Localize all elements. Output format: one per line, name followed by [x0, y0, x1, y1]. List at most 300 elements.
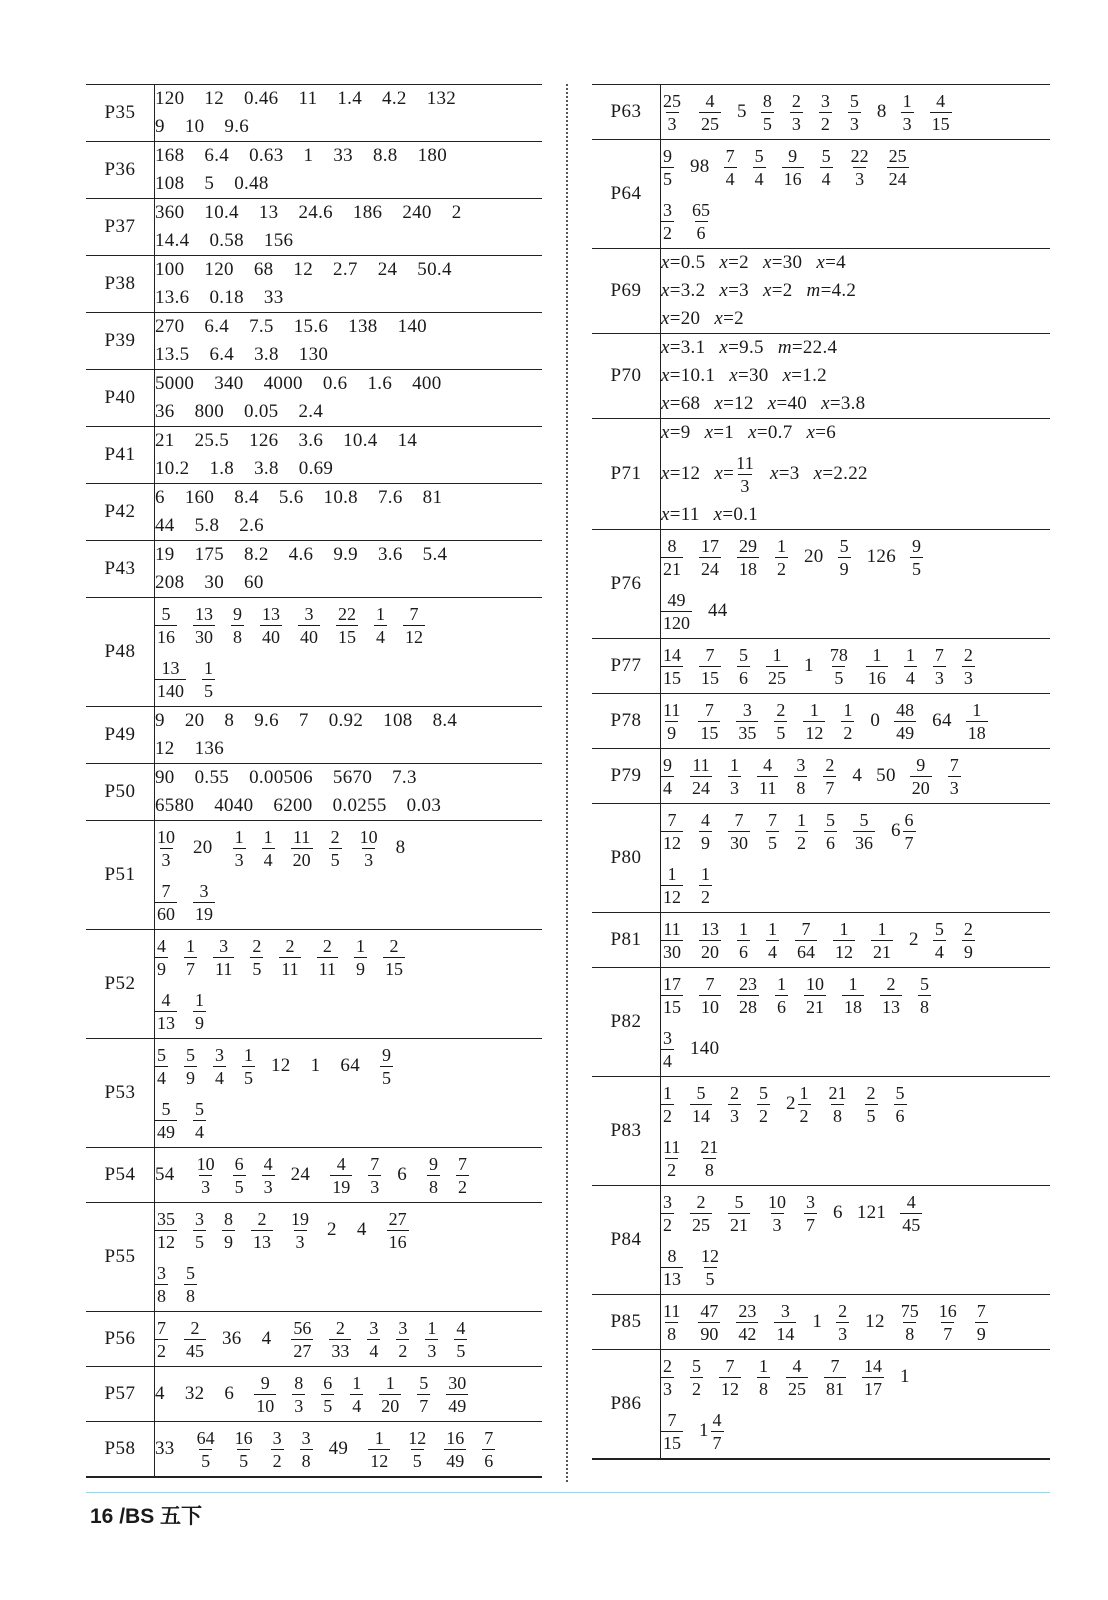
denominator: 9 [356, 958, 366, 979]
answer-value: 13.5 [155, 344, 190, 365]
numerator: 1 [385, 1372, 395, 1393]
column-divider [566, 84, 568, 1482]
numerator: 7 [667, 1409, 677, 1430]
denominator: 49 [896, 722, 915, 743]
denominator: 15 [385, 958, 404, 979]
numerator: 3 [215, 1044, 224, 1065]
answer-line [155, 398, 542, 426]
answer-line [661, 305, 1050, 333]
denominator: 8 [157, 1285, 166, 1306]
answer-value: 54 [155, 1164, 175, 1185]
numerator: 35 [157, 1208, 175, 1229]
answer-cell [661, 749, 1051, 804]
answer-row [86, 1203, 542, 1312]
numerator: 11 [292, 826, 311, 847]
variable: x [762, 252, 772, 273]
fraction [823, 754, 836, 799]
fraction [661, 145, 674, 190]
fraction [250, 935, 263, 980]
numerator: 7 [161, 880, 171, 901]
fraction [719, 1355, 741, 1400]
numerator: 4 [336, 1153, 346, 1174]
denominator: 5 [866, 1105, 876, 1126]
numerator: 1 [263, 826, 273, 847]
denominator: 15 [663, 1432, 681, 1453]
page-number: P71 [592, 419, 661, 530]
answer-value: 64 [340, 1055, 361, 1076]
fraction [155, 935, 168, 980]
denominator: 11 [318, 958, 337, 979]
page-number: P43 [86, 541, 155, 598]
answer-row [86, 707, 542, 764]
variable: x [719, 337, 729, 358]
numerator: 6 [234, 1153, 244, 1174]
denominator: 4 [725, 168, 735, 189]
answer-line [155, 1312, 542, 1366]
answer-value: 108 [155, 173, 185, 194]
page-number: P84 [592, 1186, 661, 1295]
equation-answer [763, 280, 793, 302]
answer-line [155, 792, 542, 820]
equation-answer [714, 393, 753, 415]
answer-line [155, 569, 542, 597]
fraction [795, 918, 817, 963]
denominator: 24 [888, 168, 907, 189]
answer-cell [661, 639, 1051, 694]
denominator: 3 [370, 1176, 380, 1197]
numerator: 3 [663, 1027, 672, 1048]
numerator: 13 [161, 657, 180, 678]
fraction [842, 973, 864, 1018]
fraction [358, 826, 380, 871]
equation-value: =10.1 [669, 365, 716, 386]
denominator: 3 [902, 113, 912, 134]
answer-row [592, 249, 1050, 334]
fraction [661, 1355, 674, 1400]
answer-value: 3.6 [377, 544, 403, 565]
denominator: 14 [776, 1323, 795, 1344]
fraction [804, 1191, 817, 1236]
answer-cell [155, 427, 543, 484]
answer-value: 121 [856, 1202, 887, 1223]
page-number: P64 [592, 140, 661, 249]
equation-value: =4.2 [820, 280, 857, 301]
denominator: 5 [382, 1067, 392, 1088]
answer-cell [155, 930, 543, 1039]
fraction [894, 1082, 907, 1127]
answer-cell [155, 1312, 543, 1367]
denominator: 9 [157, 958, 166, 979]
answer-value: 30 [204, 572, 225, 593]
numerator: 9 [788, 145, 798, 166]
answer-row [86, 85, 542, 142]
numerator: 9 [916, 754, 926, 775]
numerator: 1 [843, 699, 853, 720]
numerator: 1 [667, 863, 677, 884]
fraction [862, 1355, 884, 1400]
fraction [155, 989, 177, 1034]
fraction [899, 1300, 921, 1345]
denominator: 5 [244, 1067, 253, 1088]
answer-cell [155, 1203, 543, 1312]
fraction [962, 918, 975, 963]
answer-line [155, 707, 542, 735]
answer-line [661, 1240, 1050, 1294]
fraction [966, 699, 988, 744]
numerator: 8 [762, 90, 772, 111]
page-number: P69 [592, 249, 661, 334]
denominator: 14 [692, 1105, 710, 1126]
fraction [833, 918, 855, 963]
fraction [292, 1372, 305, 1417]
denominator: 25 [788, 1378, 806, 1399]
numerator: 9 [382, 1044, 392, 1065]
left-answer-column [86, 84, 542, 1478]
fraction [456, 1153, 469, 1198]
answer-value: 4 [155, 1383, 165, 1404]
fraction [690, 199, 712, 244]
whole-part: 1 [699, 1420, 709, 1441]
fraction [853, 809, 875, 854]
answer-value: 8.4 [234, 487, 259, 508]
numerator: 3 [195, 1208, 204, 1229]
numerator: 7 [370, 1153, 380, 1174]
numerator: 1 [730, 754, 739, 775]
equation-value: =4 [825, 252, 846, 273]
page-number: P51 [86, 821, 155, 930]
answer-row [592, 334, 1050, 419]
answer-line [661, 277, 1050, 305]
numerator: 5 [419, 1372, 429, 1393]
numerator: 21 [828, 1082, 847, 1103]
answer-value: 120 [155, 88, 185, 109]
denominator: 12 [405, 626, 423, 647]
variable: x [770, 463, 779, 484]
fraction [242, 1044, 255, 1089]
answer-value: 126 [249, 430, 279, 451]
answer-row [592, 968, 1050, 1077]
answer-line [155, 85, 542, 113]
numerator: 9 [429, 1153, 439, 1174]
answer-value: 36 [222, 1328, 242, 1349]
denominator: 3 [201, 1176, 211, 1197]
denominator: 2 [692, 1378, 701, 1399]
denominator: 3 [294, 1395, 304, 1416]
denominator: 4 [263, 849, 273, 870]
denominator: 7 [186, 958, 195, 979]
answer-value: 64 [932, 710, 952, 731]
denominator: 20 [292, 849, 311, 870]
answer-cell [661, 1295, 1051, 1350]
answer-value: 6 [397, 1164, 408, 1185]
fraction [368, 1427, 390, 1472]
fraction [184, 1317, 206, 1362]
answer-value: 2 [327, 1219, 337, 1240]
numerator: 5 [186, 1044, 195, 1065]
answer-value: 0.55 [194, 767, 230, 788]
answer-value: 12 [204, 88, 225, 109]
fraction [374, 603, 387, 648]
answer-line [661, 584, 1050, 638]
numerator: 1 [797, 809, 806, 830]
denominator: 5 [195, 1231, 204, 1252]
numerator: 1 [905, 644, 915, 665]
fraction [841, 699, 854, 744]
fraction [699, 1245, 721, 1290]
denominator: 40 [262, 626, 280, 647]
fraction [254, 1372, 276, 1417]
numerator: 7 [830, 1355, 840, 1376]
denominator: 17 [864, 1378, 882, 1399]
numerator: 4 [157, 935, 166, 956]
answer-value: 20 [804, 546, 824, 567]
numerator: 11 [692, 754, 710, 775]
equation-answer [770, 463, 800, 485]
answer-value: 90 [155, 767, 175, 788]
fraction [482, 1427, 495, 1472]
answer-row [86, 1148, 542, 1203]
fraction [202, 657, 215, 702]
answer-cell [155, 1422, 543, 1478]
numerator: 14 [663, 644, 681, 665]
denominator: 9 [701, 832, 710, 853]
answer-value: 15.6 [293, 316, 329, 337]
answer-cell [155, 598, 543, 707]
equation-value: =9.5 [728, 337, 764, 358]
equation-answer [807, 280, 857, 302]
answer-value: 1 [900, 1366, 910, 1387]
denominator: 5 [776, 722, 786, 743]
equation-value: =2 [771, 280, 793, 301]
denominator: 4 [157, 1067, 166, 1088]
variable: m [777, 337, 792, 358]
fraction [734, 452, 756, 497]
answer-value: 360 [155, 202, 185, 223]
page-number: P35 [86, 85, 155, 142]
equation-answer [661, 365, 715, 387]
fraction [698, 1136, 720, 1181]
numerator: 4 [701, 809, 710, 830]
equation-answer [661, 280, 705, 302]
numerator: 1 [356, 935, 366, 956]
numerator: 49 [667, 589, 686, 610]
numerator: 1 [374, 1427, 384, 1448]
numerator: 48 [896, 699, 915, 720]
numerator: 5 [692, 1355, 701, 1376]
numerator: 27 [388, 1208, 407, 1229]
equation-answer [729, 365, 768, 387]
answer-value: 8 [876, 101, 887, 122]
answer-cell [155, 256, 543, 313]
numerator: 10 [157, 826, 175, 847]
equation-value: =2 [723, 308, 744, 329]
fraction [251, 1208, 273, 1253]
denominator: 13 [882, 996, 900, 1017]
denominator: 90 [700, 1323, 719, 1344]
answer-row [86, 930, 542, 1039]
answer-value: 4.6 [288, 544, 314, 565]
denominator: 4 [934, 941, 944, 962]
page-number: P41 [86, 427, 155, 484]
denominator: 21 [806, 996, 824, 1017]
answer-line [155, 821, 542, 875]
fraction [155, 657, 186, 702]
answer-value: 13 [258, 202, 279, 223]
answer-cell [661, 694, 1051, 749]
fraction [690, 1355, 703, 1400]
denominator: 2 [458, 1176, 468, 1197]
answer-value: 5.4 [422, 544, 448, 565]
numerator: 2 [730, 1082, 739, 1103]
fraction [368, 1153, 381, 1198]
denominator: 21 [663, 558, 681, 579]
numerator: 2 [252, 935, 262, 956]
answer-row [86, 541, 542, 598]
answer-line [661, 1077, 1050, 1131]
fraction [661, 754, 674, 799]
equation-answer [661, 252, 705, 274]
fraction [291, 1317, 313, 1362]
answer-value: 1 [303, 145, 314, 166]
fraction [774, 699, 787, 744]
fraction [794, 754, 807, 799]
answer-value: 8.4 [432, 710, 458, 731]
denominator: 6 [826, 832, 835, 853]
answer-value: 33 [155, 1438, 175, 1459]
denominator: 2 [667, 1159, 677, 1180]
answer-line [155, 1203, 542, 1257]
numerator: 13 [701, 918, 719, 939]
answer-cell [155, 313, 543, 370]
answer-value: 50 [876, 765, 896, 786]
numerator: 10 [359, 826, 378, 847]
answer-value: 0.92 [328, 710, 364, 731]
numerator: 5 [734, 1191, 744, 1212]
denominator: 35 [738, 722, 757, 743]
numerator: 7 [734, 809, 744, 830]
fraction [155, 603, 177, 648]
fraction [698, 1300, 720, 1345]
numerator: 7 [949, 754, 959, 775]
numerator: 11 [736, 452, 755, 473]
denominator: 15 [700, 722, 719, 743]
numerator: 78 [829, 644, 848, 665]
numerator: 14 [864, 1355, 882, 1376]
answer-row [592, 639, 1050, 694]
fraction [737, 973, 759, 1018]
denominator: 5 [323, 1395, 333, 1416]
denominator: 5 [705, 1268, 715, 1289]
denominator: 5 [663, 168, 672, 189]
denominator: 2 [820, 113, 830, 134]
answer-line [155, 1257, 542, 1311]
answer-line [661, 249, 1050, 277]
fraction [289, 1208, 311, 1253]
page-footer: 16 /BS 五下 [90, 1505, 203, 1528]
numerator: 5 [821, 145, 831, 166]
equation-value: =30 [737, 365, 769, 386]
equation-answer [783, 365, 827, 387]
fraction [262, 826, 275, 871]
equation-value: =1 [713, 422, 735, 443]
numerator: 25 [663, 90, 681, 111]
answer-value: 12 [155, 738, 175, 759]
page-number: P58 [86, 1422, 155, 1478]
denominator: 30 [730, 832, 748, 853]
numerator: 22 [338, 603, 356, 624]
denominator: 3 [949, 777, 959, 798]
numerator: 2 [963, 644, 973, 665]
answer-value: 10.4 [343, 430, 378, 451]
answer-line [155, 512, 542, 540]
fraction [330, 1153, 352, 1198]
equation-value: =2 [728, 252, 749, 273]
page-number: P77 [592, 639, 661, 694]
denominator: 5 [239, 1450, 249, 1471]
answer-value: 10 [184, 116, 205, 137]
numerator: 5 [195, 1098, 204, 1119]
numerator: 7 [725, 145, 735, 166]
denominator: 15 [701, 667, 719, 688]
numerator: 5 [161, 1098, 171, 1119]
numerator: 2 [963, 918, 973, 939]
answer-row [86, 427, 542, 484]
fraction [231, 603, 244, 648]
answer-row [592, 1186, 1050, 1295]
denominator: 12 [370, 1450, 389, 1471]
fraction [354, 935, 367, 980]
answer-row [86, 199, 542, 256]
answer-value: 19 [155, 544, 175, 565]
mixed-number [699, 1409, 724, 1454]
answer-value: 5.8 [194, 515, 220, 536]
fraction [871, 918, 893, 963]
answer-row [592, 1295, 1050, 1350]
numerator: 5 [754, 145, 764, 166]
fraction [233, 1427, 255, 1472]
fraction [699, 535, 721, 580]
answer-value: 0.69 [298, 458, 334, 479]
denominator: 81 [826, 1378, 844, 1399]
denominator: 4 [663, 777, 672, 798]
numerator: 5 [895, 1082, 905, 1103]
denominator: 13 [157, 1012, 175, 1033]
fraction [222, 1208, 235, 1253]
equation-value: =20 [669, 308, 701, 329]
fraction [820, 145, 833, 190]
page-number: P86 [592, 1350, 661, 1460]
page-number: P56 [86, 1312, 155, 1367]
answer-line [155, 142, 542, 170]
fraction [766, 644, 788, 689]
denominator: 3 [427, 1340, 437, 1361]
page-number: P63 [592, 85, 661, 140]
denominator: 5 [768, 832, 777, 853]
answer-value: 7.3 [392, 767, 417, 788]
denominator: 18 [967, 722, 986, 743]
answer-line [661, 804, 1050, 858]
denominator: 9 [667, 722, 677, 743]
denominator: 12 [805, 722, 824, 743]
answer-row [592, 804, 1050, 913]
fraction [380, 1044, 393, 1089]
denominator: 2 [663, 1105, 672, 1126]
fraction [918, 973, 931, 1018]
numerator: 3 [272, 1427, 282, 1448]
answer-line [661, 968, 1050, 1022]
fraction [195, 1427, 217, 1472]
equation-value: =3 [728, 280, 749, 301]
